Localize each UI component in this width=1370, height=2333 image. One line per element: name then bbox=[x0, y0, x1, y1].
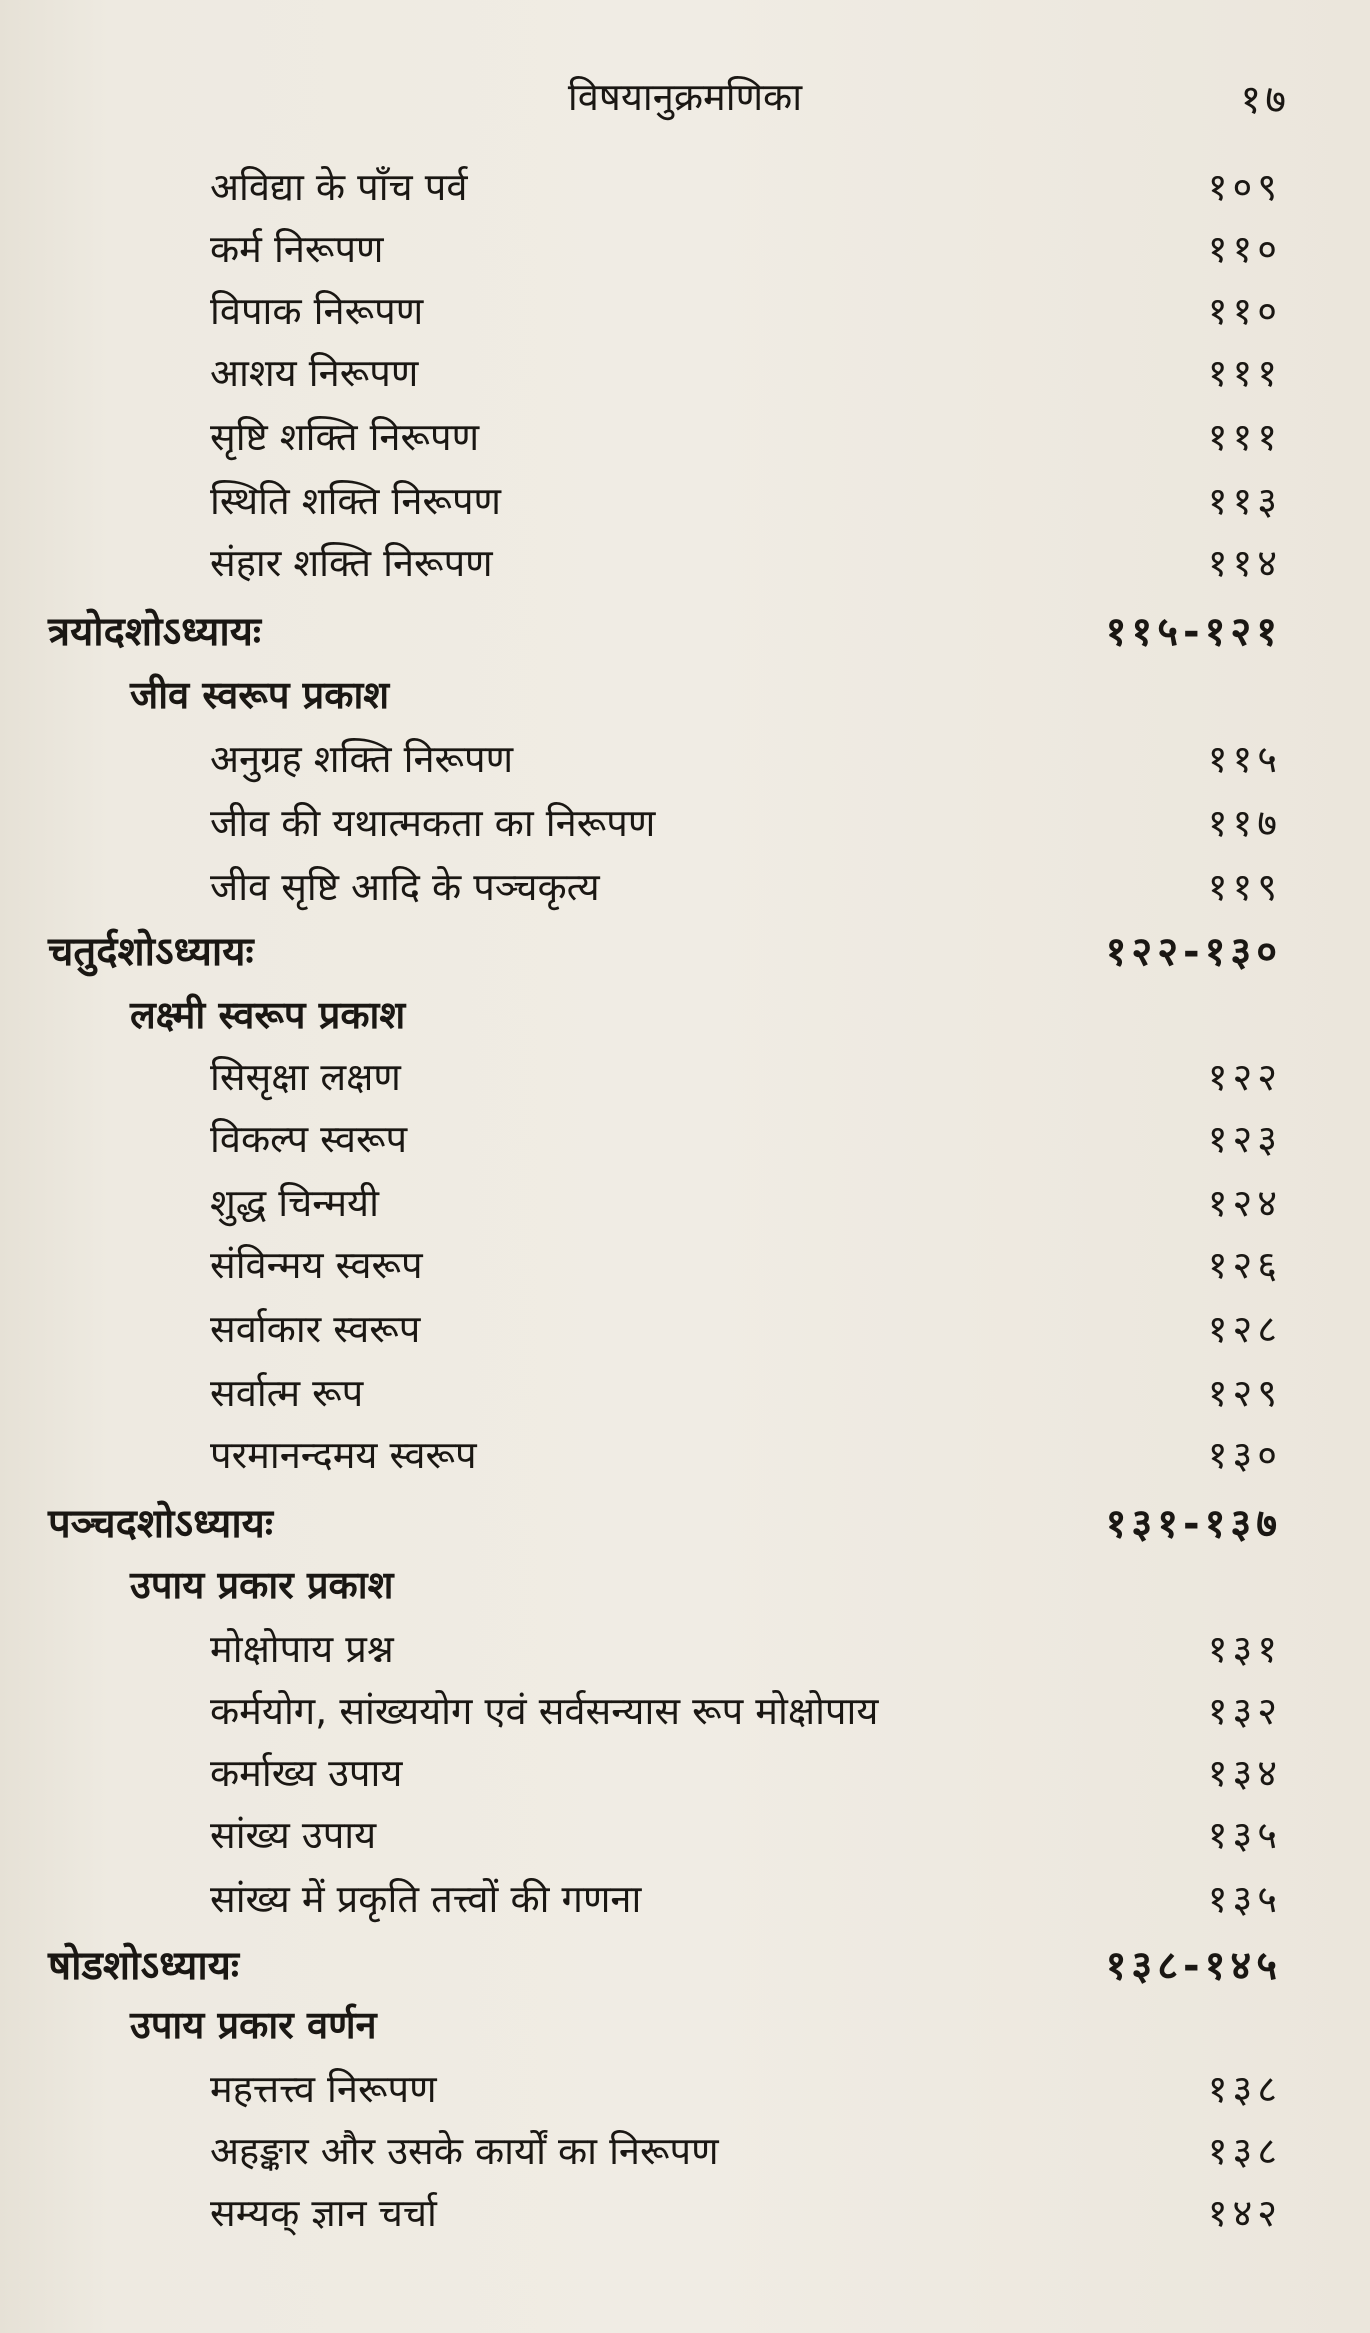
entry-page-number: १३८ bbox=[1207, 2067, 1282, 2111]
section-title: लक्ष्मी स्वरूप प्रकाश bbox=[130, 993, 406, 1037]
entry-title: कर्माख्य उपाय bbox=[210, 1751, 403, 1795]
chapter-heading bbox=[0, 1936, 1370, 1998]
entry-page-number: १४२ bbox=[1207, 2191, 1282, 2235]
entry-page-number: १३१ bbox=[1207, 1627, 1282, 1671]
entry-page-number: १३० bbox=[1207, 1433, 1282, 1477]
toc-entry bbox=[0, 284, 1370, 346]
entry-page-number: १३४ bbox=[1207, 1751, 1282, 1795]
page-number: १७ bbox=[1240, 77, 1290, 123]
toc-entry bbox=[0, 1684, 1370, 1746]
entry-page-number: १२२ bbox=[1207, 1055, 1282, 1099]
toc-entry bbox=[0, 474, 1370, 536]
entry-title: महत्तत्त्व निरूपण bbox=[210, 2067, 437, 2111]
entry-title: सिसृक्षा लक्षण bbox=[210, 1055, 401, 1099]
toc-entry bbox=[0, 1622, 1370, 1684]
toc-entry bbox=[0, 1050, 1370, 1112]
toc-entry bbox=[0, 860, 1370, 922]
section-title: जीव स्वरूप प्रकाश bbox=[130, 673, 390, 717]
entry-page-number: १२९ bbox=[1207, 1371, 1282, 1415]
toc-entry bbox=[0, 1112, 1370, 1174]
toc-entry bbox=[0, 1872, 1370, 1934]
toc-entry bbox=[0, 410, 1370, 472]
entry-page-number: ११३ bbox=[1207, 479, 1282, 523]
entry-page-number: १२६ bbox=[1207, 1243, 1282, 1287]
chapter-title: षोडशोऽध्यायः bbox=[48, 1943, 239, 1989]
entry-title: आशय निरूपण bbox=[210, 351, 419, 395]
toc-entry bbox=[0, 796, 1370, 858]
toc-entry bbox=[0, 2062, 1370, 2124]
toc-entry bbox=[0, 732, 1370, 794]
entry-title: जीव सृष्टि आदि के पञ्चकृत्य bbox=[210, 865, 600, 909]
entry-title: कर्म निरूपण bbox=[210, 227, 384, 271]
toc-entry bbox=[0, 1302, 1370, 1364]
section-heading bbox=[0, 668, 1370, 730]
toc-entry bbox=[0, 160, 1370, 222]
toc-entry bbox=[0, 1176, 1370, 1238]
section-title: उपाय प्रकार प्रकाश bbox=[130, 1563, 394, 1607]
entry-title: विपाक निरूपण bbox=[210, 289, 424, 333]
section-heading bbox=[0, 988, 1370, 1050]
entry-title: सांख्य में प्रकृति तत्त्वों की गणना bbox=[210, 1877, 642, 1921]
entry-title: मोक्षोपाय प्रश्न bbox=[210, 1627, 394, 1671]
chapter-page-number: १३८-१४५ bbox=[1105, 1943, 1282, 1989]
entry-page-number: १११ bbox=[1207, 415, 1282, 459]
entry-title: अहङ्कार और उसके कार्यों का निरूपण bbox=[210, 2129, 719, 2173]
entry-title: परमानन्दमय स्वरूप bbox=[210, 1433, 477, 1477]
chapter-page-number: १३१-१३७ bbox=[1105, 1501, 1282, 1547]
entry-page-number: १०९ bbox=[1207, 165, 1282, 209]
page-title: विषयानुक्रमणिका bbox=[567, 75, 803, 119]
entry-title: संहार शक्ति निरूपण bbox=[210, 541, 493, 585]
toc-entry bbox=[0, 1746, 1370, 1808]
chapter-page-number: ११५-१२१ bbox=[1105, 609, 1282, 655]
chapter-heading bbox=[0, 1494, 1370, 1556]
chapter-title: त्रयोदशोऽध्यायः bbox=[48, 609, 261, 655]
entry-page-number: १११ bbox=[1207, 351, 1282, 395]
chapter-title: चतुर्दशोऽध्यायः bbox=[48, 929, 254, 975]
entry-page-number: ११० bbox=[1207, 289, 1282, 333]
entry-title: संविन्मय स्वरूप bbox=[210, 1243, 423, 1287]
chapter-page-number: १२२-१३० bbox=[1105, 929, 1282, 975]
entry-page-number: १२८ bbox=[1207, 1307, 1282, 1351]
entry-title: सर्वात्म रूप bbox=[210, 1371, 364, 1415]
entry-page-number: १३५ bbox=[1207, 1813, 1282, 1857]
entry-page-number: १३२ bbox=[1207, 1689, 1282, 1733]
entry-page-number: ११० bbox=[1207, 227, 1282, 271]
entry-page-number: ११५ bbox=[1207, 737, 1282, 781]
entry-page-number: ११९ bbox=[1207, 865, 1282, 909]
entry-title: शुद्ध चिन्मयी bbox=[210, 1181, 379, 1225]
toc-entry bbox=[0, 222, 1370, 284]
entry-title: स्थिति शक्ति निरूपण bbox=[210, 479, 502, 523]
toc-entry bbox=[0, 346, 1370, 408]
entry-title: सृष्टि शक्ति निरूपण bbox=[210, 415, 480, 459]
toc-entry bbox=[0, 1428, 1370, 1490]
section-heading bbox=[0, 1558, 1370, 1620]
toc-entry bbox=[0, 1238, 1370, 1300]
entry-title: सर्वाकार स्वरूप bbox=[210, 1307, 421, 1351]
entry-title: अनुग्रह शक्ति निरूपण bbox=[210, 737, 514, 781]
entry-page-number: ११४ bbox=[1207, 541, 1282, 585]
entry-page-number: १३५ bbox=[1207, 1877, 1282, 1921]
entry-page-number: ११७ bbox=[1207, 801, 1282, 845]
entry-page-number: १२३ bbox=[1207, 1117, 1282, 1161]
toc-entry bbox=[0, 2186, 1370, 2248]
entry-title: विकल्प स्वरूप bbox=[210, 1117, 408, 1161]
entry-page-number: १३८ bbox=[1207, 2129, 1282, 2173]
entry-title: सम्यक् ज्ञान चर्चा bbox=[210, 2191, 437, 2235]
entry-title: जीव की यथात्मकता का निरूपण bbox=[210, 801, 656, 845]
toc-entry bbox=[0, 1808, 1370, 1870]
toc-entry bbox=[0, 2124, 1370, 2186]
entry-title: सांख्य उपाय bbox=[210, 1813, 377, 1857]
entry-title: कर्मयोग, सांख्ययोग एवं सर्वसन्यास रूप मोक्षोपाय bbox=[210, 1689, 879, 1733]
toc-entry bbox=[0, 536, 1370, 598]
chapter-title: पञ्चदशोऽध्यायः bbox=[48, 1501, 273, 1547]
section-heading bbox=[0, 1998, 1370, 2060]
page-header bbox=[0, 62, 1370, 132]
section-title: उपाय प्रकार वर्णन bbox=[130, 2003, 377, 2047]
entry-page-number: १२४ bbox=[1207, 1181, 1282, 1225]
entry-title: अविद्या के पाँच पर्व bbox=[210, 165, 468, 209]
chapter-heading bbox=[0, 602, 1370, 664]
toc-entry bbox=[0, 1366, 1370, 1428]
chapter-heading bbox=[0, 922, 1370, 984]
